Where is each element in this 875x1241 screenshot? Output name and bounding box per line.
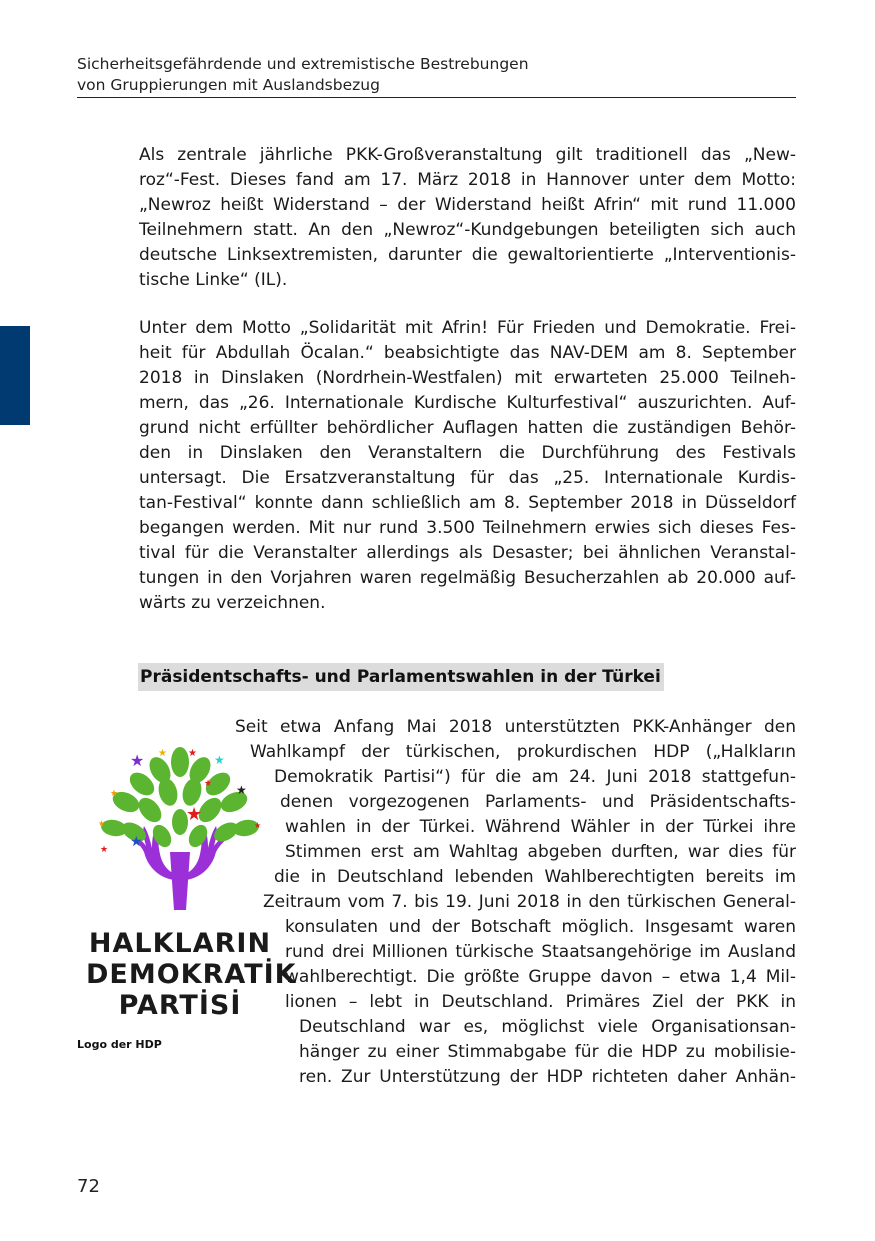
section-heading: Präsidentschafts- und Parlamentswahlen in der Türkei <box>138 663 664 691</box>
text-line: tan-Festival“ konnte dann schließlich am 8. September 2018 in Düsseldorf <box>139 493 796 513</box>
running-header-line-2: von Gruppierungen mit Auslandsbezug <box>77 76 380 94</box>
text-line: hänger zu einer Stimmabgabe für die HDP zu mobilisie- <box>299 1042 796 1062</box>
text-line: tische Linke“ (IL). <box>139 270 288 290</box>
text-line: Als zentrale jährliche PKK-Großveranstaltung gilt traditionell das „New- <box>139 145 796 165</box>
svg-text:★: ★ <box>186 804 203 825</box>
svg-text:★: ★ <box>254 821 262 830</box>
text-line: konsulaten und der Botschaft möglich. Insgesamt waren <box>285 917 796 937</box>
text-line: 2018 in Dinslaken (Nordrhein-Westfalen) mit erwarteten 25.000 Teilneh- <box>139 368 796 388</box>
text-line: Zeitraum vom 7. bis 19. Juni 2018 in den türkischen General- <box>263 892 796 912</box>
text-line: Deutschland war es, möglichst viele Organisationsan- <box>299 1017 796 1037</box>
hdp-logo-icon <box>90 740 270 920</box>
text-line: tival für die Veranstalter allerdings als Desaster; bei ähnlichen Veranstal- <box>139 543 796 563</box>
chapter-side-tab <box>0 326 30 425</box>
paragraph-newroz <box>139 143 796 293</box>
header-divider <box>77 97 796 98</box>
text-line: Wahlkampf der türkischen, prokurdischen HDP („Halkların <box>250 742 796 762</box>
paragraph-festival <box>139 316 796 616</box>
text-line: lionen – lebt in Deutschland. Primäres Ziel der PKK in <box>285 992 796 1012</box>
text-line: rund drei Millionen türkische Staatsangehörige im Ausland <box>285 942 796 962</box>
text-line: ren. Zur Unterstützung der HDP richteten daher Anhän- <box>299 1067 796 1087</box>
text-line: untersagt. Die Ersatzveranstaltung für das „25. Internationale Kurdis- <box>139 468 796 488</box>
running-header <box>77 54 796 96</box>
text-line: grund nicht erfüllter behördlicher Auflagen hatten die zuständigen Behör- <box>139 418 796 438</box>
svg-text:★: ★ <box>214 753 225 767</box>
text-line: die in Deutschland lebenden Wahlberechtigten bereits im <box>274 867 796 887</box>
svg-text:★: ★ <box>188 748 197 759</box>
text-line: wahlen in der Türkei. Während Wähler in der Türkei ihre <box>285 817 796 837</box>
text-line: Stimmen erst am Wahltag abgeben durften, war dies für <box>285 842 796 862</box>
hdp-logo-wordmark <box>86 928 297 1021</box>
logo-line-3: PARTİSİ <box>118 990 242 1021</box>
svg-text:★: ★ <box>236 783 247 797</box>
text-line: denen vorgezogenen Parlaments- und Präsidentschafts- <box>280 792 796 812</box>
svg-text:★: ★ <box>100 845 109 855</box>
text-line: roz“-Fest. Dieses fand am 17. März 2018 in Hannover unter dem Motto: <box>139 170 796 190</box>
running-header-line-1: Sicherheitsgefährdende und extremistische Bestrebungen <box>77 55 529 73</box>
svg-text:★: ★ <box>110 789 119 799</box>
text-line: „Newroz heißt Widerstand – der Widerstand heißt Afrin“ mit rund 11.000 <box>139 195 796 215</box>
text-line: Demokratik Partisi“) für die am 24. Juni 2018 stattgefun- <box>274 767 796 787</box>
logo-line-1: HALKLARIN <box>88 928 272 959</box>
text-line: tungen in den Vorjahren waren regelmäßig Besucherzahlen ab 20.000 auf- <box>139 568 796 588</box>
svg-text:★: ★ <box>130 751 145 770</box>
svg-text:★: ★ <box>204 779 213 789</box>
text-line: begangen werden. Mit nur rund 3.500 Teilnehmern erwies sich dieses Fes- <box>139 518 796 538</box>
text-line: wahlberechtigt. Die größte Gruppe davon – etwa 1,4 Mil- <box>285 967 796 987</box>
text-line: Unter dem Motto „Solidarität mit Afrin! Für Frieden und Demokratie. Frei- <box>139 318 796 338</box>
text-line: deutsche Linksextremisten, darunter die gewaltorientierte „Interventionis- <box>139 245 796 265</box>
text-line: heit für Abdullah Öcalan.“ beabsichtigte das NAV-DEM am 8. September <box>139 343 796 363</box>
logo-line-2: DEMOKRATİK <box>86 959 297 990</box>
text-line: Teilnehmern statt. An den „Newroz“-Kundgebungen beteiligten sich auch <box>139 220 796 240</box>
page-number: 72 <box>77 1176 100 1197</box>
svg-text:★: ★ <box>98 819 106 828</box>
text-line: den in Dinslaken den Veranstaltern die Durchführung des Festivals <box>139 443 796 463</box>
text-line: wärts zu verzeichnen. <box>139 593 326 613</box>
leaves-icon <box>100 747 260 850</box>
svg-text:★: ★ <box>130 834 143 850</box>
svg-text:★: ★ <box>158 748 167 759</box>
text-line: Seit etwa Anfang Mai 2018 unterstützten PKK-Anhänger den <box>235 717 796 737</box>
image-caption: Logo der HDP <box>77 1038 162 1051</box>
text-line: mern, das „26. Internationale Kurdische Kulturfestival“ auszurichten. Auf- <box>139 393 796 413</box>
